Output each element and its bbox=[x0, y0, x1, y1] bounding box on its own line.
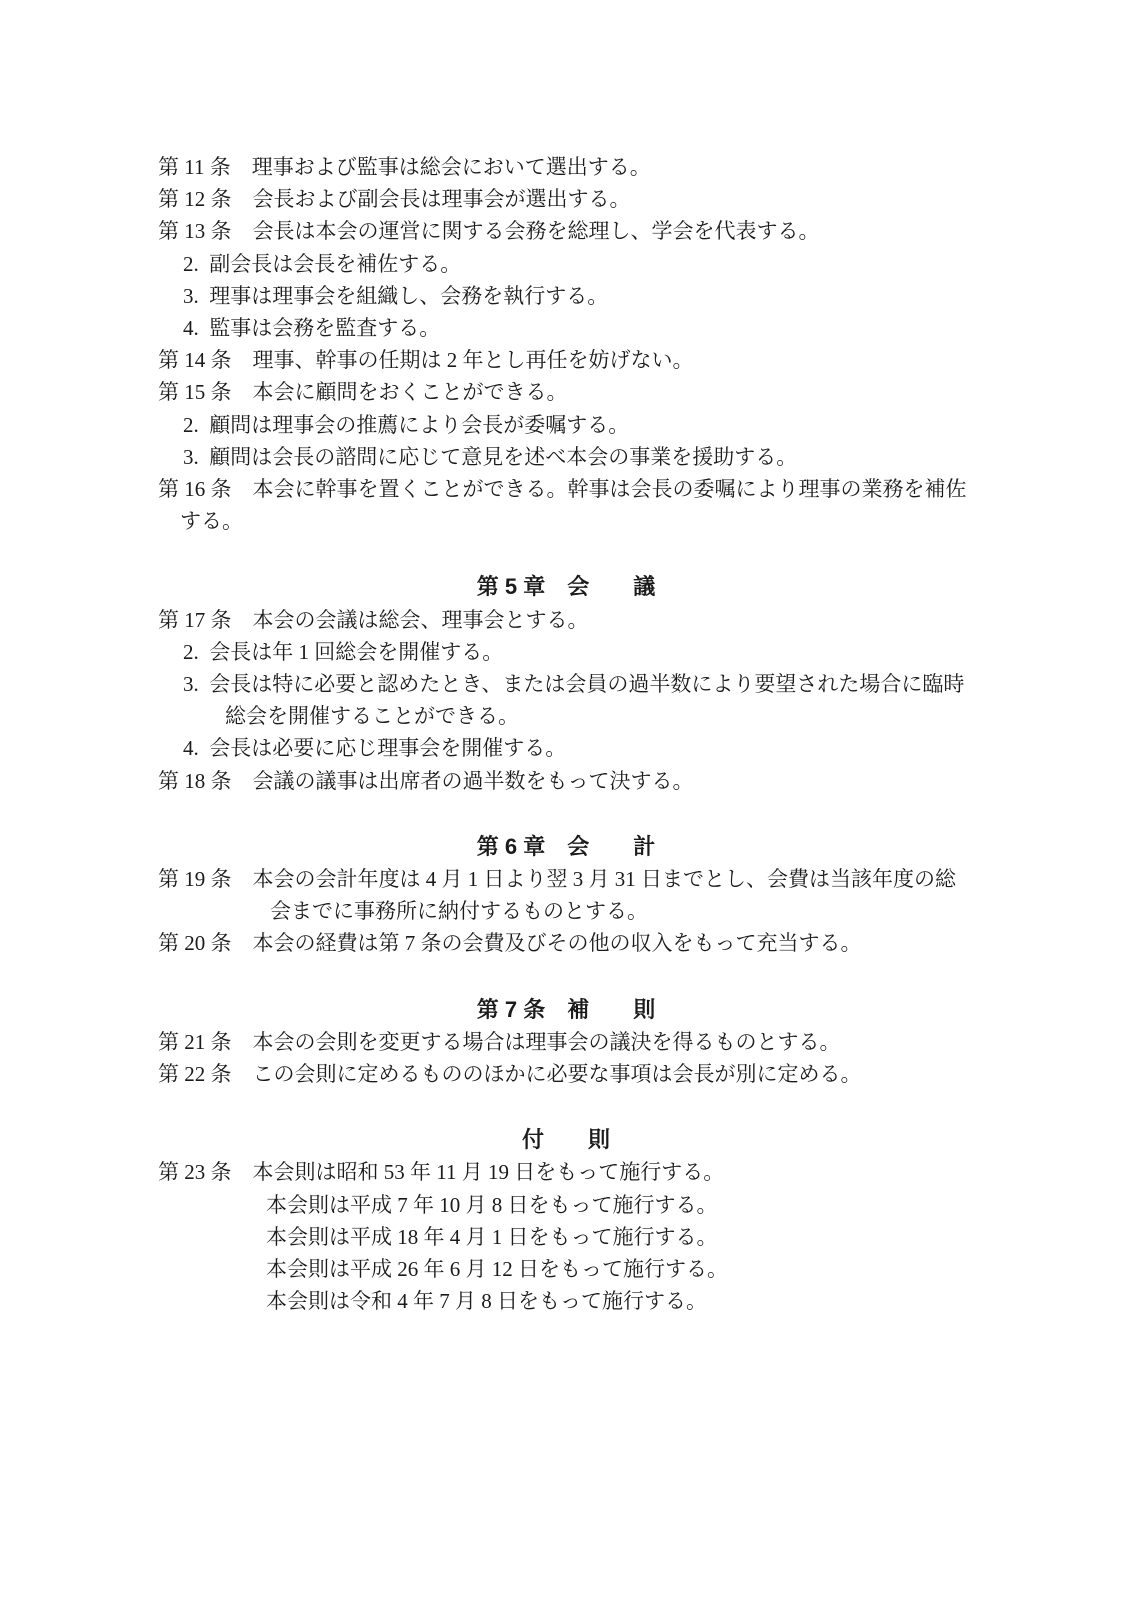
article-15-subitem-3: 3. 顧問は会長の諮問に応じて意見を述べ本会の事業を援助する。 bbox=[183, 444, 798, 469]
article-13-subitem-3: 3. 理事は理事会を組織し、会務を執行する。 bbox=[183, 283, 609, 308]
enforcement-date-line: 本会則は令和 4 年 7 月 8 日をもって施行する。 bbox=[266, 1289, 707, 1314]
article-15-subitem-2: 2. 顧問は理事会の推薦により会長が委嘱する。 bbox=[183, 412, 630, 437]
article-13-subitem-2: 2. 副会長は会長を補佐する。 bbox=[183, 251, 462, 276]
article-18-line: 第 18 条 会議の議事は出席者の過半数をもって決する。 bbox=[158, 768, 694, 793]
article-17-line: 第 17 条 本会の会議は総会、理事会とする。 bbox=[158, 607, 589, 632]
article-16-continuation: する。 bbox=[180, 509, 243, 534]
enforcement-date-line: 本会則は平成 26 年 6 月 12 日をもって施行する。 bbox=[266, 1257, 728, 1282]
chapter-7-heading: 第 7 条 補 則 bbox=[476, 996, 656, 1022]
enforcement-date-line: 本会則は平成 7 年 10 月 8 日をもって施行する。 bbox=[266, 1192, 718, 1217]
article-22-line: 第 22 条 この会則に定めるもののほかに必要な事項は会長が別に定める。 bbox=[158, 1062, 862, 1087]
chapter-5-heading: 第 5 章 会 議 bbox=[476, 574, 656, 600]
enforcement-date-line: 本会則は平成 18 年 4 月 1 日をもって施行する。 bbox=[266, 1224, 718, 1249]
article-17-subitem-4: 4. 会長は必要に応じ理事会を開催する。 bbox=[183, 736, 567, 761]
article-17-subitem-2: 2. 会長は年 1 回総会を開催する。 bbox=[183, 639, 504, 664]
article-17-subitem-3: 3. 会長は特に必要と認めたとき、または会員の過半数により要望された場合に臨時 bbox=[183, 672, 965, 697]
article-19-continuation: 会までに事務所に納付するものとする。 bbox=[270, 899, 648, 924]
article-13-subitem-4: 4. 監事は会務を監査する。 bbox=[183, 316, 441, 341]
article-21-line: 第 21 条 本会の会則を変更する場合は理事会の議決を得るものとする。 bbox=[158, 1029, 841, 1054]
chapter-6-heading: 第 6 章 会 計 bbox=[476, 833, 656, 859]
supplementary-provisions-heading: 付 則 bbox=[521, 1127, 610, 1153]
article-19-line: 第 19 条 本会の会計年度は 4 月 1 日より翌 3 月 31 日までとし、会費は当該年度の総 bbox=[158, 867, 956, 892]
article-14-line: 第 14 条 理事、幹事の任期は 2 年とし再任を妨げない。 bbox=[158, 348, 694, 373]
article-23-line: 第 23 条 本会則は昭和 53 年 11 月 19 日をもって施行する。 bbox=[158, 1160, 725, 1185]
article-13-line: 第 13 条 会長は本会の運営に関する会務を総理し、学会を代表する。 bbox=[158, 219, 820, 244]
article-16-line: 第 16 条 本会に幹事を置くことができる。幹事は会長の委嘱により理事の業務を補佐 bbox=[158, 477, 967, 502]
article-17-subitem-3-continuation: 総会を開催することができる。 bbox=[225, 704, 519, 729]
article-15-line: 第 15 条 本会に顧問をおくことができる。 bbox=[158, 380, 568, 405]
article-11-line: 第 11 条 理事および監事は総会において選出する。 bbox=[158, 155, 651, 179]
article-20-line: 第 20 条 本会の経費は第 7 条の会費及びその他の収入をもって充当する。 bbox=[158, 931, 862, 956]
article-12-line: 第 12 条 会長および副会長は理事会が選出する。 bbox=[158, 187, 631, 212]
